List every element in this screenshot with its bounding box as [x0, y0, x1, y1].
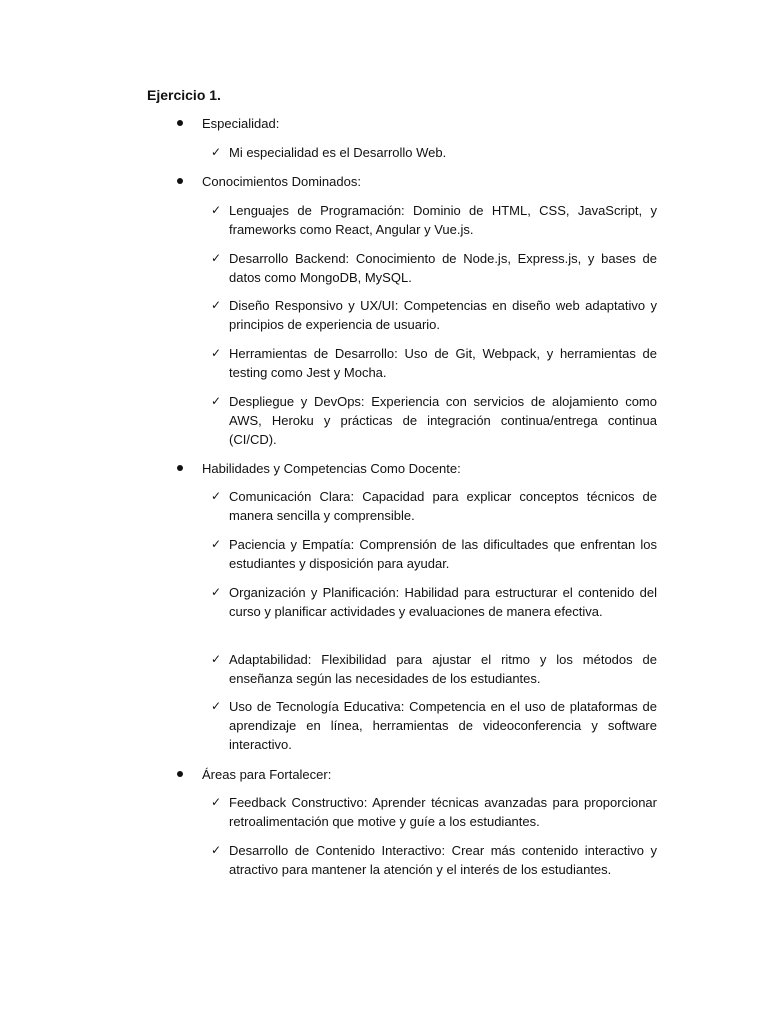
list-item-text: Feedback Constructivo: Aprender técnicas avanzadas para proporcionar retroalimentación que motive y guíe a los estudiantes. — [229, 795, 657, 829]
bullet-icon — [177, 120, 183, 126]
check-icon: ✓ — [211, 585, 222, 599]
list-item-text: Desarrollo Backend: Conocimiento de Node.js, Express.js, y bases de datos como MongoDB, MySQL. — [229, 251, 657, 285]
list-item-text: Desarrollo de Contenido Interactivo: Crear más contenido interactivo y atractivo para mantener la atención y el interés de los estudiantes. — [229, 843, 657, 877]
check-icon: ✓ — [211, 251, 222, 265]
bullet-icon — [177, 178, 183, 184]
list-item-text: Despliegue y DevOps: Experiencia con servicios de alojamiento como AWS, Heroku y prácticas de integración continua/entrega continua (CI/CD). — [229, 394, 657, 447]
check-icon: ✓ — [211, 145, 222, 159]
section-title: Conocimientos Dominados: — [202, 174, 361, 189]
page-title: Ejercicio 1. — [147, 87, 221, 103]
list-item-text: Organización y Planificación: Habilidad para estructurar el contenido del curso y planificar actividades y evaluaciones de manera efectiva. — [229, 585, 657, 619]
list-item-text: Lenguajes de Programación: Dominio de HTML, CSS, JavaScript, y frameworks como React, Angular y Vue.js. — [229, 203, 657, 237]
check-icon: ✓ — [211, 203, 222, 217]
check-icon: ✓ — [211, 795, 222, 809]
section-title: Áreas para Fortalecer: — [202, 767, 332, 782]
section-title: Habilidades y Competencias Como Docente: — [202, 461, 461, 476]
list-item-text: Adaptabilidad: Flexibilidad para ajustar el ritmo y los métodos de enseñanza según las necesidades de los estudiantes. — [229, 652, 657, 686]
check-icon: ✓ — [211, 394, 222, 408]
list-item-text: Uso de Tecnología Educativa: Competencia en el uso de plataformas de aprendizaje en línea, herramientas de videoconferencia y software interactivo. — [229, 699, 657, 752]
check-icon: ✓ — [211, 652, 222, 666]
list-item-text: Paciencia y Empatía: Comprensión de las dificultades que enfrentan los estudiantes y disposición para ayudar. — [229, 537, 657, 571]
list-item-text: Comunicación Clara: Capacidad para explicar conceptos técnicos de manera sencilla y comprensible. — [229, 489, 657, 523]
check-icon: ✓ — [211, 699, 222, 713]
bullet-icon — [177, 771, 183, 777]
section-title: Especialidad: — [202, 116, 280, 131]
check-icon: ✓ — [211, 298, 222, 312]
list-item-text: Herramientas de Desarrollo: Uso de Git, Webpack, y herramientas de testing como Jest y Mocha. — [229, 346, 657, 380]
check-icon: ✓ — [211, 843, 222, 857]
check-icon: ✓ — [211, 489, 222, 503]
check-icon: ✓ — [211, 346, 222, 360]
bullet-icon — [177, 465, 183, 471]
list-item-text: Mi especialidad es el Desarrollo Web. — [229, 145, 447, 160]
list-item-text: Diseño Responsivo y UX/UI: Competencias en diseño web adaptativo y principios de experiencia de usuario. — [229, 298, 657, 332]
check-icon: ✓ — [211, 537, 222, 551]
